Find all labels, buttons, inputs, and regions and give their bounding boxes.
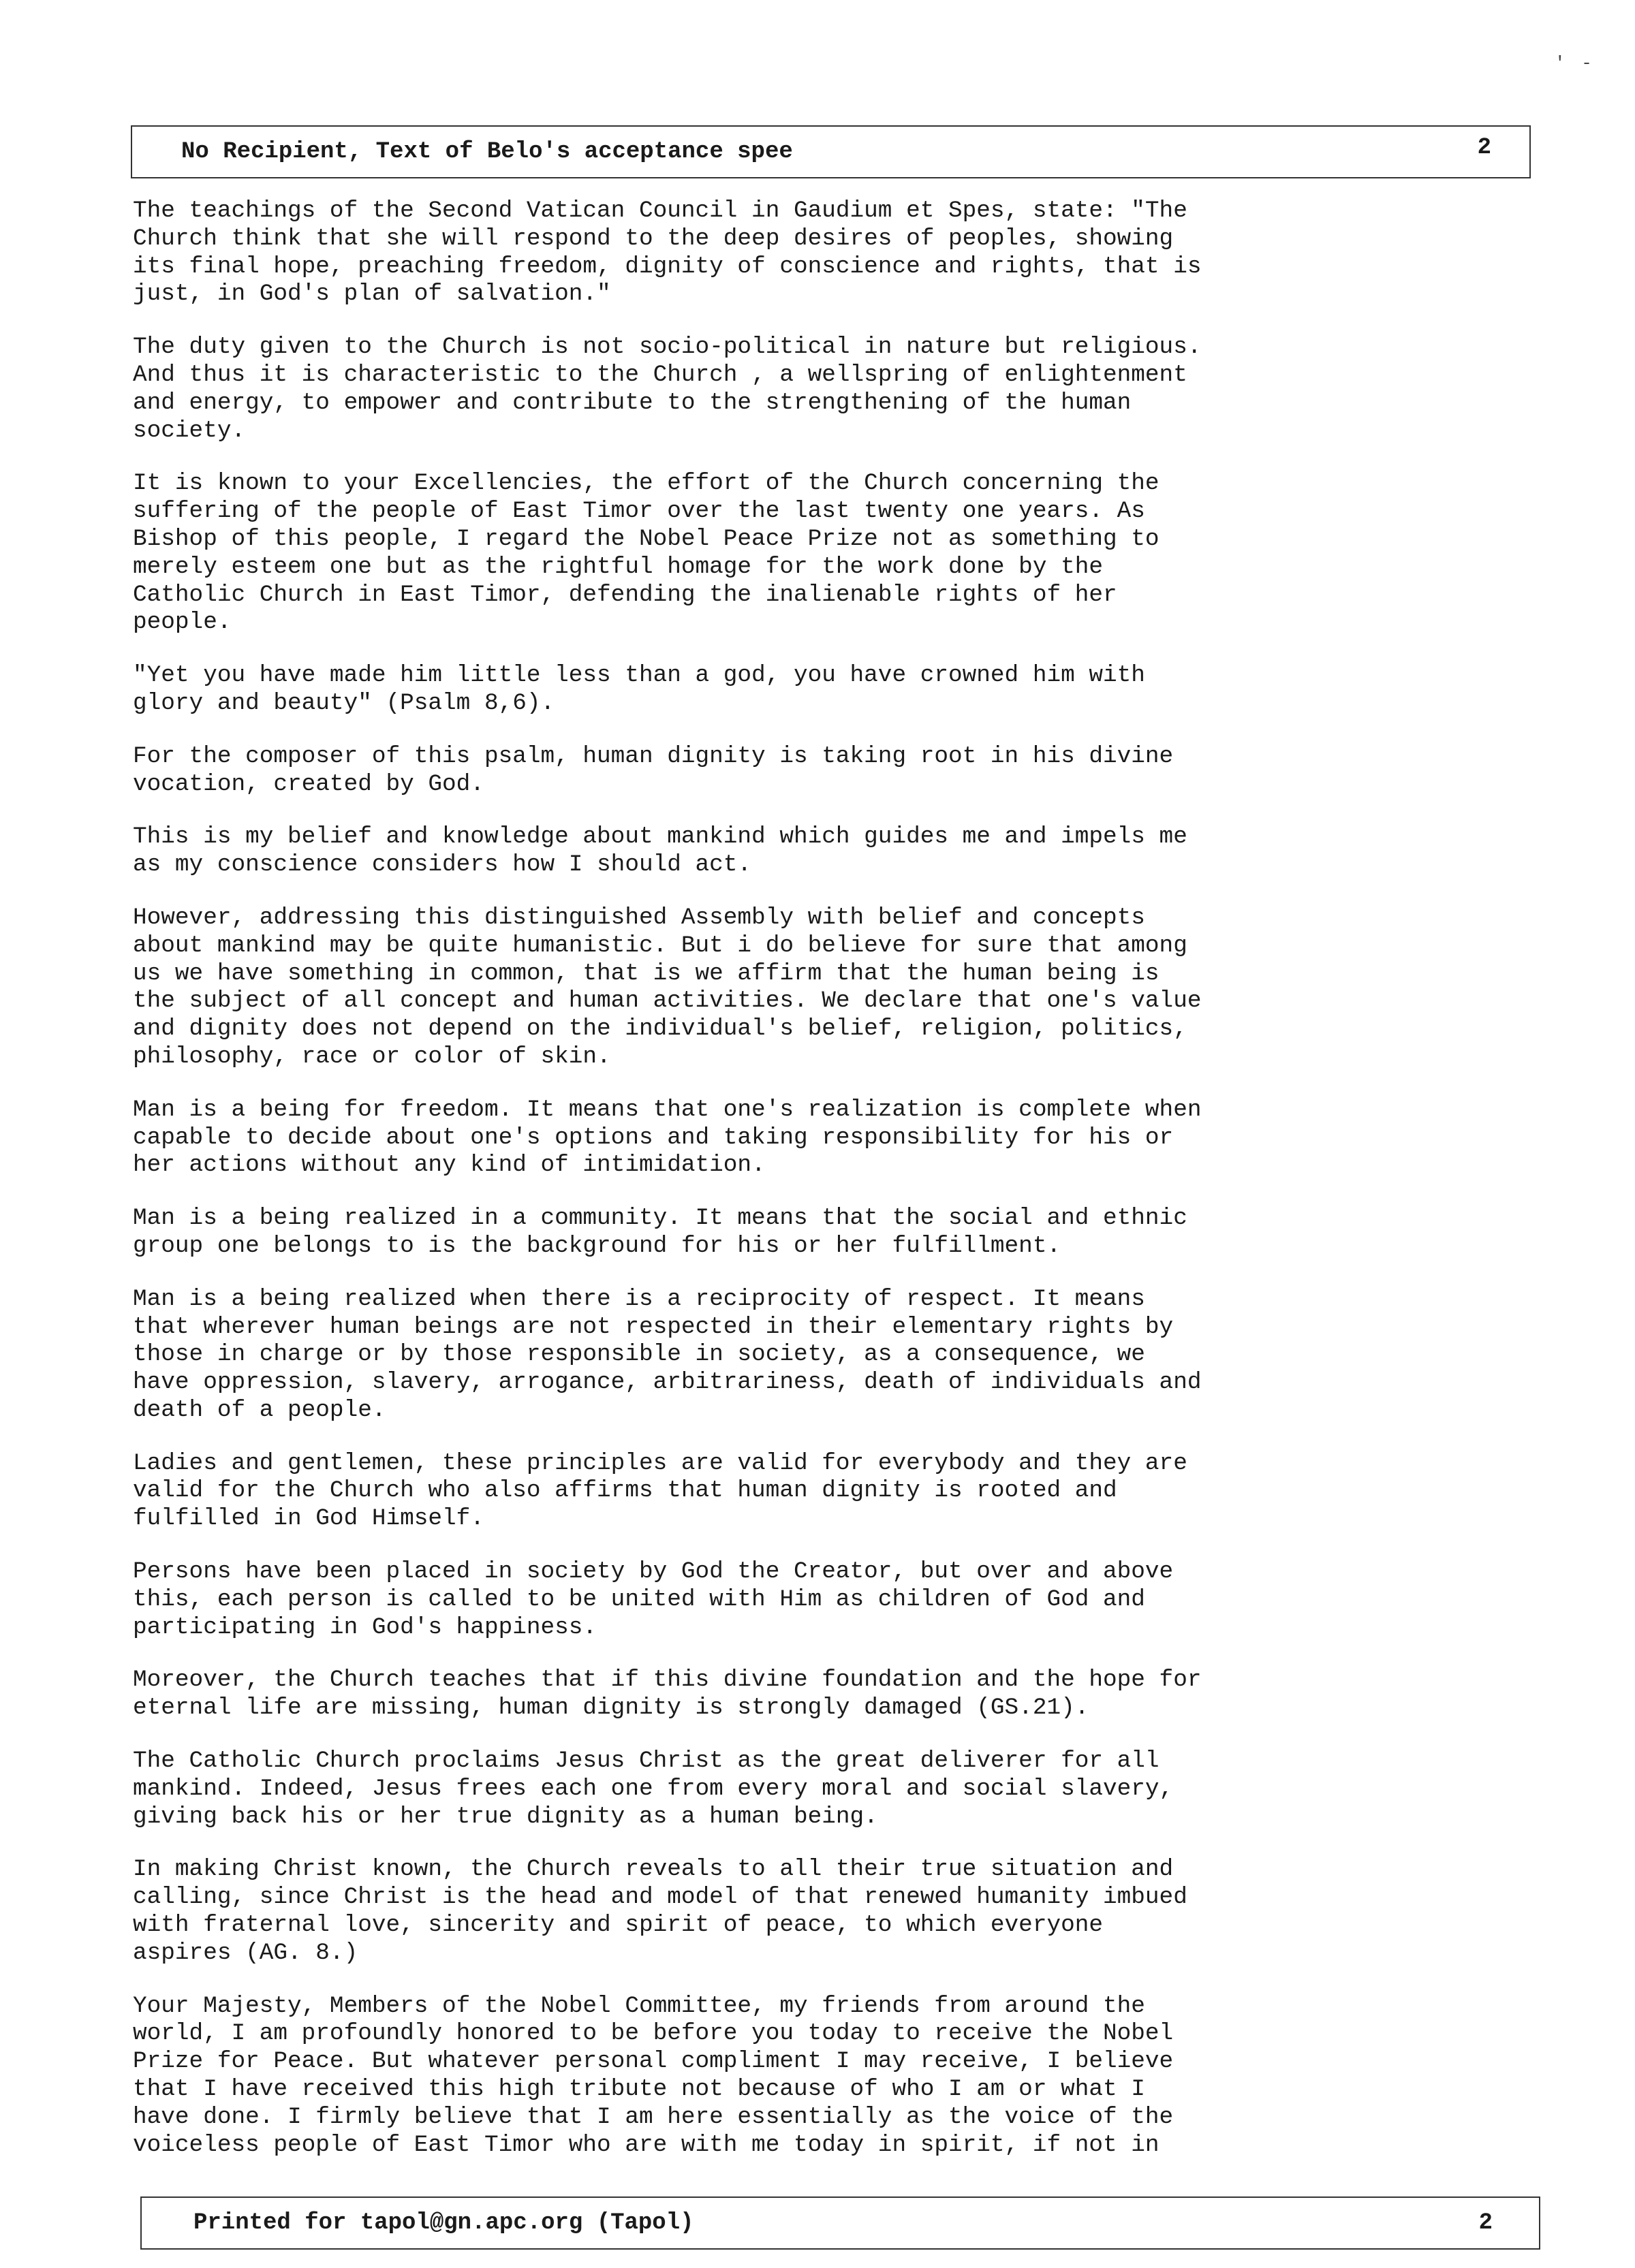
page-header <box>131 125 1531 178</box>
paragraph-8: Man is a being for freedom. It means that one's realization is complete when capable to decide about one's options and taking responsibility for his or her actions without any kind of intimidation. <box>133 1096 1202 1179</box>
paragraph-5: For the composer of this psalm, human dignity is taking root in his divine vocation, created by God. <box>133 742 1174 798</box>
paragraph-13: Moreover, the Church teaches that if this divine foundation and the hope for eternal life are missing, human dignity is strongly damaged (GS.21). <box>133 1667 1202 1722</box>
footer-text: Printed for tapol@gn.apc.org (Tapol) <box>193 2210 694 2236</box>
corner-mark: ' - <box>1555 53 1595 74</box>
paragraph-2: The duty given to the Church is not socio-political in nature but religious. And thus it is characteristic to the Church , a wellspring of enlightenment and energy, to empower and contribute to the strengthening of the human society. <box>133 334 1202 444</box>
paragraph-3: It is known to your Excellencies, the effort of the Church concerning the suffering of the people of East Timor over the last twenty one years. As Bishop of this people, I regard the Nobel Peace Prize not as something to merely esteem one but as the rightful homage for the work done by the Catholic Church in East Timor, defending the inalienable rights of her people. <box>133 470 1159 636</box>
paragraph-11: Ladies and gentlemen, these principles are valid for everybody and they are valid for the Church who also affirms that human dignity is rooted and fulfilled in God Himself. <box>133 1449 1187 1532</box>
paragraph-16: Your Majesty, Members of the Nobel Committee, my friends from around the world, I am profoundly honored to be before you today to receive the Nobel Prize for Peace. But whatever personal compliment I may receive, I believe that I have received this high tribute not because of who I am or what I have done. I firmly believe that I am here essentially as the voice of the voiceless people of East Timor who are with me today in spirit, if not in <box>133 1992 1174 2158</box>
document-body <box>133 198 1557 2184</box>
paragraph-14: The Catholic Church proclaims Jesus Christ as the great deliverer for all mankind. Indeed, Jesus frees each one from every moral and social slavery, giving back his or her true dignity as a human being. <box>133 1748 1174 1830</box>
paragraph-9: Man is a being realized in a community. It means that the social and ethnic group one belongs to is the background for his or her fulfillment. <box>133 1205 1187 1259</box>
footer-page-number: 2 <box>1478 2210 1493 2236</box>
paragraph-12: Persons have been placed in society by God the Creator, but over and above this, each person is called to be united with Him as children of God and participating in God's happiness. <box>133 1558 1174 1641</box>
header-page-number: 2 <box>1477 135 1491 161</box>
paragraph-15: In making Christ known, the Church reveals to all their true situation and calling, since Christ is the head and model of that renewed humanity imbued with fraternal love, sincerity and spirit of peace, to which everyone aspires (AG. 8.) <box>133 1856 1187 1966</box>
paragraph-1: The teachings of the Second Vatican Council in Gaudium et Spes, state: "The Church think that she will respond to the deep desires of peoples, showing its final hope, preaching freedom, dignity of conscience and rights, that is just, in God's plan of salvation." <box>133 198 1202 308</box>
paragraph-10: Man is a being realized when there is a reciprocity of respect. It means that wherever human beings are not respected in their elementary rights by those in charge or by those responsible in society, as a consequence, we have oppression, slavery, arrogance, arbitrariness, death of individuals and death of a people. <box>133 1285 1202 1423</box>
paragraph-7: However, addressing this distinguished Assembly with belief and concepts about mankind may be quite humanistic. But i do believe for sure that among us we have something in common, that is we affirm that the human being is the subject of all concept and human activities. We declare that one's value and dignity does not depend on the individual's belief, religion, politics, philosophy, race or color of skin. <box>133 904 1202 1070</box>
page-footer <box>140 2196 1540 2250</box>
paragraph-4: "Yet you have made him little less than a god, you have crowned him with glory and beauty" (Psalm 8,6). <box>133 662 1145 716</box>
paragraph-6: This is my belief and knowledge about mankind which guides me and impels me as my conscience considers how I should act. <box>133 823 1187 879</box>
header-title: No Recipient, Text of Belo's acceptance spee <box>181 139 793 165</box>
